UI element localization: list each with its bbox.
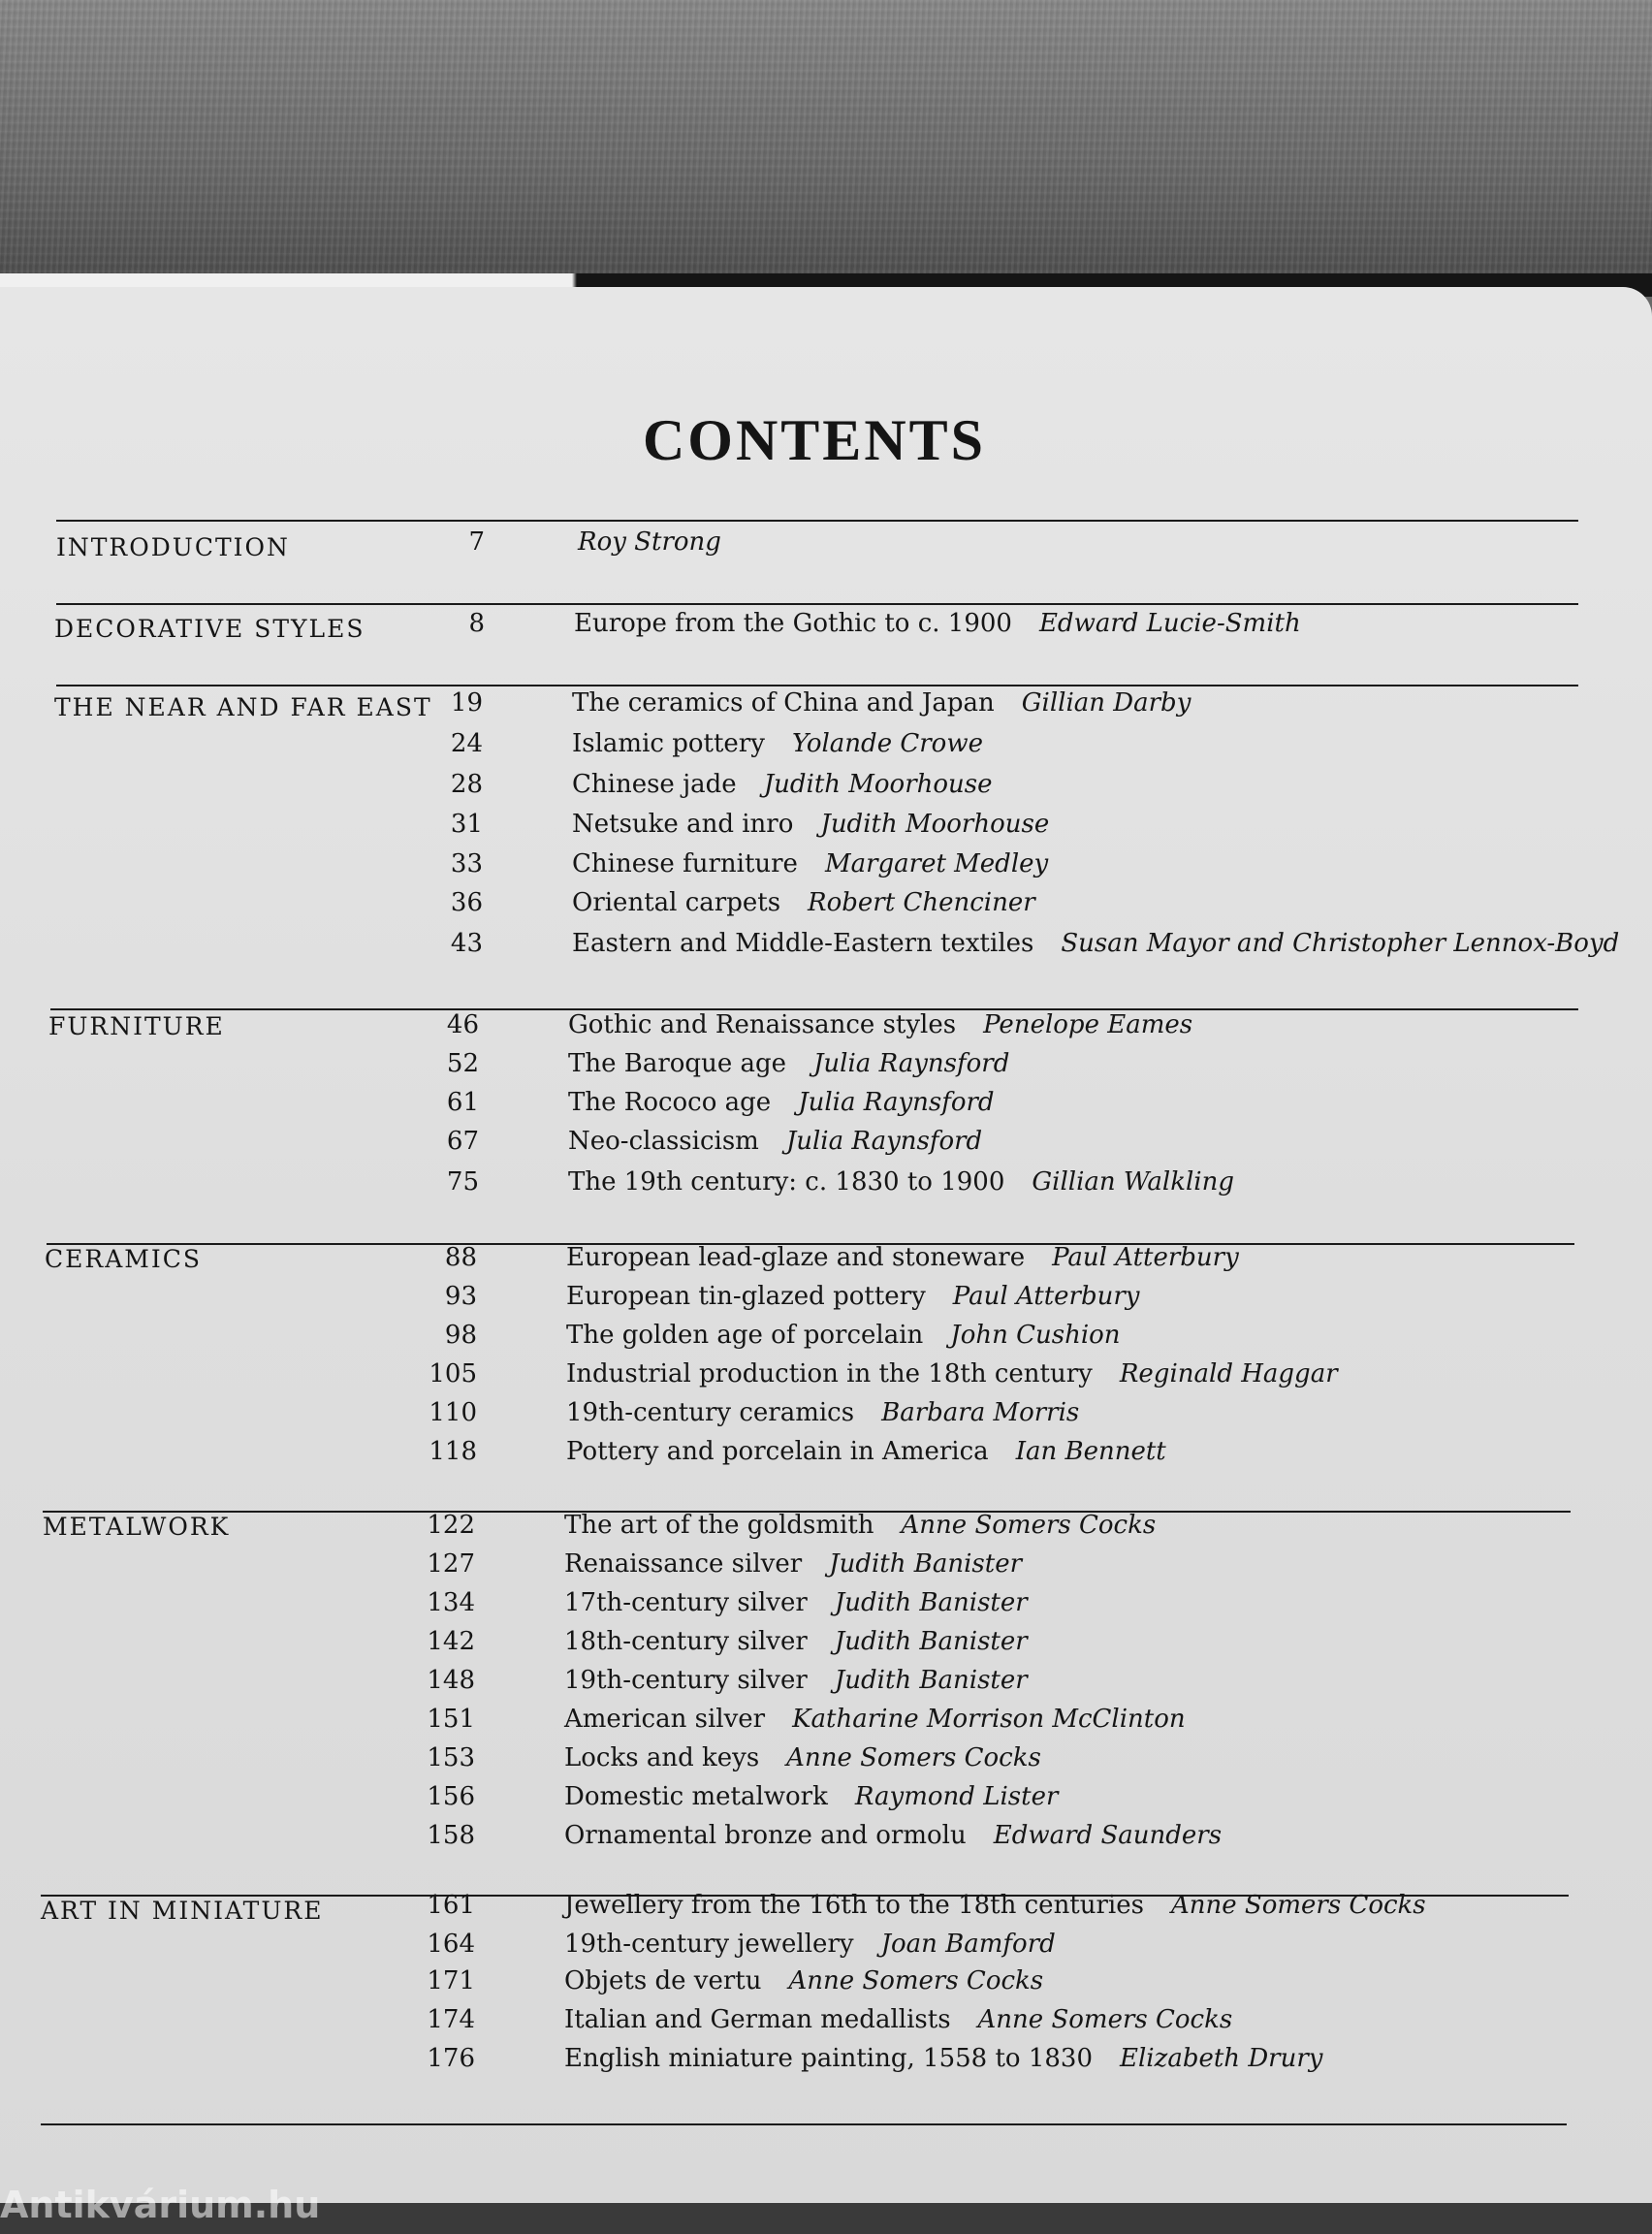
entry-text [566,1437,1166,1466]
entry-text [564,1627,1028,1656]
page-number: 24 [450,729,483,758]
entry-author: Joan Bamford [880,1930,1056,1959]
entry-title: 19th-century silver [564,1666,808,1695]
entry-title: Renaissance silver [564,1549,803,1579]
entry-author: Edward Saunders [993,1821,1223,1850]
entry-text [572,810,1049,839]
entry-text [568,1088,995,1117]
entry-text [572,729,983,758]
entry-title: 19th-century ceramics [566,1398,855,1427]
entry-author: Robert Chenciner [808,888,1035,917]
page-number: 171 [427,1966,475,1995]
entry-title: Netsuke and inro [572,810,794,839]
entry-author: Julia Raynsford [798,1088,995,1117]
entry-title: Locks and keys [564,1743,760,1772]
entry-title: 18th-century silver [564,1627,808,1656]
entry-title: The ceramics of China and Japan [572,688,995,718]
entry-author: Elizabeth Drury [1120,2044,1323,2073]
page-number: 105 [429,1359,477,1388]
page-number: 19 [450,688,483,718]
page-title: CONTENTS [642,408,987,472]
page-number: 148 [427,1666,475,1695]
entry-title: Islamic pottery [572,729,765,758]
entry-text [566,1359,1338,1388]
section-heading: ART IN MINIATURE [41,1897,324,1925]
section-heading: CERAMICS [45,1245,202,1273]
entry-title: Oriental carpets [572,888,781,917]
entry-author: Judith Banister [829,1549,1023,1579]
entry-author: Anne Somers Cocks [901,1511,1157,1540]
page-number: 142 [427,1627,475,1656]
entry-text [564,1966,1043,1995]
entry-author: Barbara Morris [881,1398,1080,1427]
page-number: 161 [427,1891,475,1920]
entry-text [572,888,1035,917]
entry-title: Domestic metalwork [564,1782,828,1811]
entry-text [564,1549,1022,1579]
watermark: Antikvárium.hu [0,2184,321,2226]
entry-text [572,849,1048,878]
entry-title: Italian and German medallists [564,2005,951,2034]
page-number: 134 [427,1588,475,1617]
page-number: 158 [427,1821,475,1850]
page-number: 28 [450,770,483,799]
page-number: 61 [446,1088,479,1117]
entry-title: The golden age of porcelain [566,1321,924,1350]
entry-title: Ornamental bronze and ormolu [564,1821,967,1850]
entry-text [564,1666,1028,1695]
entry-author: Judith Moorhouse [820,810,1050,839]
entry-text [566,1243,1239,1272]
page-number: 127 [427,1549,475,1579]
entry-author: Yolande Crowe [791,729,983,758]
entry-author: Anne Somers Cocks [1170,1891,1426,1920]
entry-author: Roy Strong [578,527,721,557]
entry-author: Katharine Morrison McClinton [792,1705,1186,1734]
entry-text [578,527,721,557]
page-number: 43 [450,929,483,958]
section-heading: INTRODUCTION [56,533,290,561]
page-number: 151 [427,1705,475,1734]
entry-text [568,1049,1009,1078]
entry-author: Susan Mayor and Christopher Lennox-Boyd [1061,929,1620,958]
section-heading: THE NEAR AND FAR EAST [54,693,432,721]
entry-text [564,1891,1426,1920]
page-number: 36 [450,888,483,917]
section-heading: METALWORK [43,1513,231,1541]
entry-author: Edward Lucie-Smith [1038,609,1301,638]
entry-title: European tin-glazed pottery [566,1282,926,1311]
entry-text [572,688,1191,718]
entry-author: Anne Somers Cocks [786,1743,1041,1772]
entry-title: Eastern and Middle-Eastern textiles [572,929,1034,958]
entry-author: Judith Banister [834,1666,1028,1695]
page-number: 93 [444,1282,477,1311]
page-number: 122 [427,1511,475,1540]
entry-text [564,1705,1186,1734]
section-heading: DECORATIVE STYLES [54,615,365,643]
entry-title: The Rococo age [568,1088,772,1117]
entry-title: Pottery and porcelain in America [566,1437,989,1466]
entry-author: Paul Atterbury [952,1282,1140,1311]
entry-text [568,1167,1234,1197]
section-divider [56,603,1578,605]
page-number: 110 [429,1398,477,1427]
entry-author: Penelope Eames [983,1010,1193,1039]
entry-text [572,929,1619,958]
entry-text [564,1743,1041,1772]
entry-author: Julia Raynsford [813,1049,1010,1078]
entry-author: Gillian Darby [1021,688,1191,718]
entry-text [564,1821,1222,1850]
section-divider [41,2123,1567,2125]
entry-text [564,1782,1058,1811]
entry-author: Anne Somers Cocks [977,2005,1233,2034]
page-number: 31 [450,810,483,839]
entry-title: European lead-glaze and stoneware [566,1243,1026,1272]
entry-author: Gillian Walkling [1032,1167,1234,1197]
page-number: 156 [427,1782,475,1811]
entry-text [566,1321,1121,1350]
page-number: 75 [446,1167,479,1197]
page-number: 46 [446,1010,479,1039]
entry-author: Julia Raynsford [785,1127,983,1156]
section-divider [56,685,1578,686]
page-number: 7 [468,527,485,557]
section-heading: FURNITURE [48,1012,225,1040]
page-number: 164 [427,1930,475,1959]
entry-author: Reginald Haggar [1119,1359,1338,1388]
contents-page [0,287,1652,2226]
entry-title: American silver [564,1705,766,1734]
page-number: 33 [450,849,483,878]
entry-title: Gothic and Renaissance styles [568,1010,957,1039]
page-number: 52 [446,1049,479,1078]
entry-author: Judith Moorhouse [763,770,993,799]
page-number: 8 [468,609,485,638]
entry-author: Raymond Lister [854,1782,1059,1811]
entry-title: Chinese furniture [572,849,798,878]
entry-title: 19th-century jewellery [564,1930,854,1959]
entry-text [564,1930,1056,1959]
entry-text [564,1511,1156,1540]
entry-title: The Baroque age [568,1049,786,1078]
entry-text [564,2005,1232,2034]
entry-title: The art of the goldsmith [564,1511,874,1540]
entry-text [566,1282,1140,1311]
entry-title: Jewellery from the 16th to the 18th centuries [564,1891,1144,1920]
page-number: 88 [444,1243,477,1272]
entry-author: Anne Somers Cocks [788,1966,1044,1995]
page-number: 67 [446,1127,479,1156]
table-surface [0,0,1652,281]
entry-text [564,1588,1028,1617]
entry-title: Neo-classicism [568,1127,759,1156]
entry-title: The 19th century: c. 1830 to 1900 [568,1167,1005,1197]
entry-title: Europe from the Gothic to c. 1900 [574,609,1012,638]
entry-text [566,1398,1079,1427]
entry-title: Objets de vertu [564,1966,762,1995]
entry-text [568,1127,982,1156]
page-number: 174 [427,2005,475,2034]
entry-title: English miniature painting, 1558 to 1830 [564,2044,1094,2073]
entry-title: 17th-century silver [564,1588,808,1617]
entry-author: Judith Banister [834,1627,1028,1656]
entry-author: Ian Bennett [1015,1437,1166,1466]
page-number: 153 [427,1743,475,1772]
page-number: 118 [429,1437,477,1466]
entry-title: Industrial production in the 18th century [566,1359,1093,1388]
page-number: 176 [427,2044,475,2073]
entry-text [572,770,993,799]
entry-author: Margaret Medley [824,849,1049,878]
entry-author: John Cushion [950,1321,1121,1350]
entry-author: Judith Banister [834,1588,1028,1617]
page-number: 98 [444,1321,477,1350]
entry-author: Paul Atterbury [1052,1243,1239,1272]
entry-text [574,609,1301,638]
entry-text [568,1010,1192,1039]
entry-text [564,2044,1322,2073]
entry-title: Chinese jade [572,770,737,799]
section-divider [56,520,1578,522]
